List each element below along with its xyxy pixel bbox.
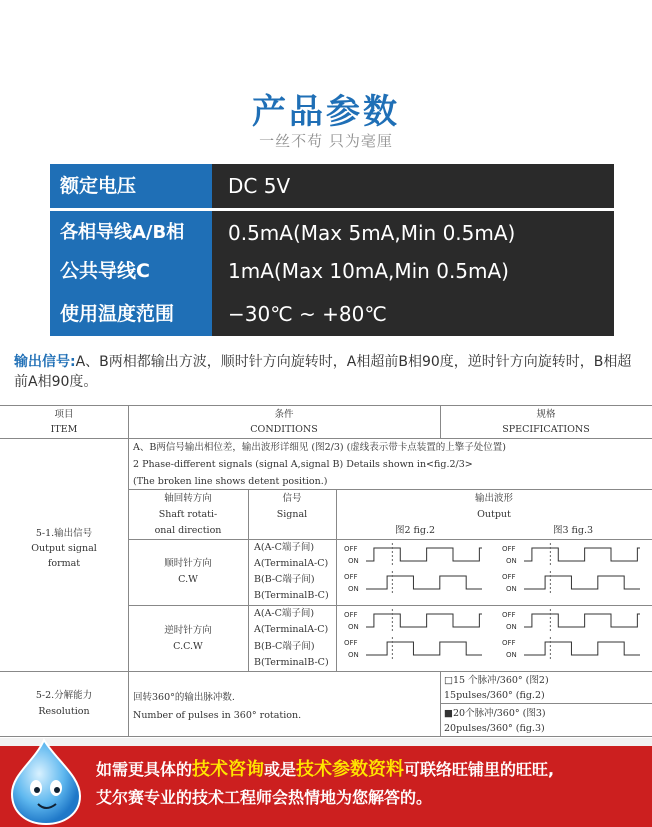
sub-dir-line: onal direction [154,525,222,536]
head-spec-en: SPECIFICATIONS [502,424,590,435]
square-wave [524,576,640,589]
head-spec-cn: 规格 [536,409,556,420]
spec-key: 使用温度范围 [50,292,212,336]
footer-highlight-consult: 技术咨询 [192,759,265,780]
signal-label: A(TerminalA-C) [254,624,329,635]
spec-value: −30℃ ~ +80℃ [228,302,387,326]
row2-item-line: Resolution [38,706,90,717]
footer-part2: 或是 [264,760,297,779]
ccw-label: 逆时针方向 [164,625,212,636]
on-label: ON [506,623,517,631]
spec-row-temperature [50,292,614,336]
spec-value: 0.5mA(Max 5mA,Min 0.5mA) [228,221,516,245]
row2-spec-line: ■20个脉冲/360° (图3) [444,708,546,719]
row2-cond-line: Number of pulses in 360° rotation. [133,710,302,721]
signal-label: B(B-C端子间) [254,574,315,585]
on-label: ON [506,557,517,565]
spec-key: 公共导线C [50,249,212,293]
head-cond-cn: 条件 [274,409,294,420]
sub-sig-line: Signal [276,509,308,520]
water-drop-mascot-icon [4,738,88,827]
footer-highlight-docs: 技术参数资料 [296,759,405,780]
row2-spec-line: □15 个脉冲/360° (图2) [444,675,549,686]
sub-dir-line: 轴回转方向 [164,493,212,504]
sub-dir-line: Shaft rotati- [158,509,218,520]
on-label: ON [348,651,359,659]
row1-desc-line: A、B两信号输出相位差，输出波形详细见 (图2/3) (虚线表示带卡点装置的上擎子处位置) [133,442,506,453]
off-label: OFF [502,639,516,647]
on-label: ON [506,585,517,593]
row1-desc-line: (The broken line shows detent position.) [133,476,328,487]
spec-key: 额定电压 [50,164,212,208]
square-wave [366,614,482,627]
fig2-label: 图2 fig.2 [394,525,436,536]
row2-spec-line: 15pulses/360° (fig.2) [444,690,545,701]
off-label: OFF [502,611,516,619]
subtitle-left: 一丝不苟 [259,132,324,150]
spec-row-voltage [50,164,614,208]
footer-line2: 艾尔赛专业的技术工程师会热情地为您解答的。 [96,788,433,807]
footer-banner [0,738,652,827]
square-wave [524,548,640,561]
on-label: ON [506,651,517,659]
sub-out-line: Output [477,509,511,520]
sub-sig-line: 信号 [282,493,302,504]
row2-cond-line: 回转360°的输出脉冲数. [133,692,235,703]
signal-label: A(TerminalA-C) [254,558,329,569]
row2-item-line: 5-2.分解能力 [35,690,93,701]
spec-value: 1mA(Max 10mA,Min 0.5mA) [228,259,509,283]
waveform-diagram [336,539,652,671]
footer-message [96,756,648,812]
cw-label-en: C.W [178,574,198,585]
off-label: OFF [344,639,358,647]
subtitle-right: 只为毫厘 [328,132,393,150]
footer-part1: 如需更具体的 [96,760,193,779]
square-wave [366,576,482,589]
row1-desc-line: 2 Phase-different signals (signal A,signal B) Details shown in<fig.2/3> [133,459,473,470]
head-item-cn: 项目 [54,409,74,420]
on-label: ON [348,585,359,593]
page-title: 产品参数 [252,92,400,132]
head-item-en: ITEM [50,424,78,435]
signal-label: A(A-C端子间) [254,542,315,553]
square-wave [366,642,482,655]
page-subtitle [0,130,652,151]
off-label: OFF [502,573,516,581]
row1-item-line: Output signal [31,543,97,554]
waveform-group [344,543,640,659]
off-label: OFF [502,545,516,553]
spec-row-common-current [50,249,614,293]
row1-item-line: format [47,558,81,569]
row1-item-line: 5-1.输出信号 [35,528,93,539]
signal-label: B(B-C端子间) [254,641,315,652]
sub-out-line: 输出波形 [474,493,513,504]
signal-label: A(A-C端子间) [254,608,315,619]
cw-label: 顺时针方向 [164,558,212,569]
signal-label: B(TerminalB-C) [254,590,329,601]
off-label: OFF [344,573,358,581]
footer-part3: 可联络旺铺里的旺旺, [404,760,555,779]
spec-key: 各相导线A/B相 [50,211,212,255]
on-label: ON [348,623,359,631]
output-note-heading: 输出信号: [14,354,76,370]
square-wave [524,642,640,655]
square-wave [524,614,640,627]
row2-spec-line: 20pulses/360° (fig.3) [444,723,545,734]
fig3-label: 图3 fig.3 [552,525,594,536]
output-signal-note [14,352,642,392]
head-cond-en: CONDITIONS [250,424,318,435]
off-label: OFF [344,611,358,619]
ccw-label-en: C.C.W [173,641,203,652]
spec-value: DC 5V [228,174,291,198]
output-note-text: A、B两相都输出方波，顺时针方向旋转时，A相超前B相90度，逆时针方向旋转时，B相超前A相90度。 [14,354,632,390]
on-label: ON [348,557,359,565]
signal-label: B(TerminalB-C) [254,657,329,668]
off-label: OFF [344,545,358,553]
spec-table [0,405,652,737]
square-wave [366,548,482,561]
